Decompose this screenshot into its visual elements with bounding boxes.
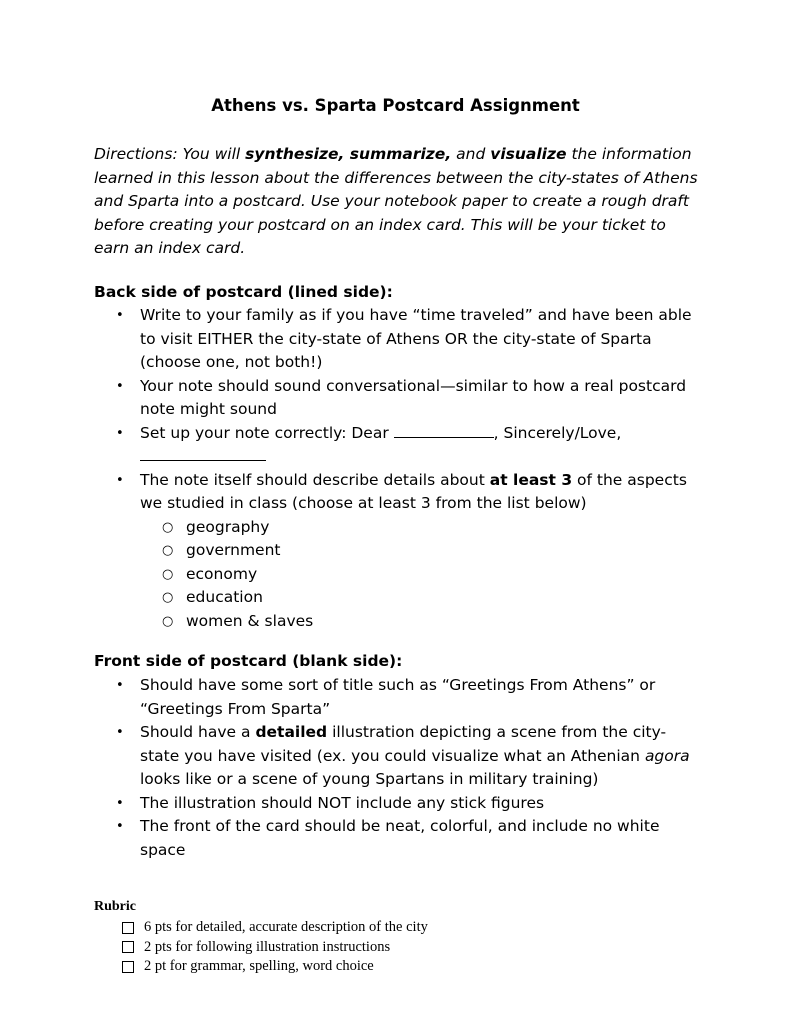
aspect-item: ○ economy bbox=[140, 563, 700, 587]
directions-rest: the information learned in this lesson about the differences between the city-states of Athens and Sparta into a postcard. Use your notebook paper to create a rough draft before creating your postcard on an index card. This will be your ticket to earn an index card. bbox=[94, 145, 698, 257]
list-item bbox=[110, 815, 700, 862]
bullet-bold-text: at least 3 bbox=[489, 470, 573, 489]
directions-and: and bbox=[451, 145, 491, 163]
sincerely-blank-line bbox=[140, 445, 266, 461]
aspects-list bbox=[140, 516, 700, 634]
list-item bbox=[110, 304, 700, 375]
bullet-text: The front of the card should be neat, colorful, and include no white space bbox=[140, 817, 660, 859]
aspect-item: ○ geography bbox=[140, 516, 700, 540]
rubric-list bbox=[122, 918, 428, 977]
rubric-item-text: 2 pt for grammar, spelling, word choice bbox=[144, 958, 374, 974]
checkbox-icon[interactable] bbox=[122, 961, 134, 973]
bullet-text: Write to your family as if you have “time traveled” and have been able to visit EITHER the city-state of Athens OR the city-state of Sparta (choose one, not both!) bbox=[140, 306, 692, 371]
front-side-heading: Front side of postcard (blank side): bbox=[94, 652, 403, 670]
bullet-text: The note itself should describe details about bbox=[140, 470, 490, 489]
bullet-bold-text: detailed bbox=[255, 723, 328, 741]
rubric-item bbox=[122, 938, 428, 958]
rubric-item bbox=[122, 957, 428, 977]
back-side-heading: Back side of postcard (lined side): bbox=[94, 283, 393, 301]
checkbox-icon[interactable] bbox=[122, 941, 134, 953]
checkbox-icon[interactable] bbox=[122, 922, 134, 934]
directions-keyword-visualize: visualize bbox=[490, 145, 567, 163]
rubric-item bbox=[122, 918, 428, 938]
aspect-item: ○ government bbox=[140, 539, 700, 563]
bullet-text: Should have some sort of title such as “Greetings From Athens” or “Greetings From Sparta” bbox=[140, 676, 656, 718]
list-item bbox=[110, 469, 700, 634]
bullet-text: , Sincerely/Love, bbox=[493, 423, 622, 442]
page-title: Athens vs. Sparta Postcard Assignment bbox=[211, 96, 580, 115]
bullet-text: illustration depicting a scene from the city-state you have visited (ex. you could visualize what an Athenian bbox=[140, 723, 667, 765]
bullet-text: Should have a bbox=[140, 723, 256, 741]
directions-lead: Directions: You will bbox=[94, 145, 246, 163]
list-item bbox=[110, 792, 700, 816]
bullet-text: The illustration should NOT include any stick figures bbox=[140, 793, 545, 812]
rubric-item-text: 6 pts for detailed, accurate description of the city bbox=[144, 919, 428, 935]
list-item bbox=[110, 721, 700, 792]
list-item bbox=[110, 375, 700, 422]
directions-paragraph bbox=[94, 143, 704, 261]
rubric-heading: Rubric bbox=[94, 899, 136, 914]
bullet-text: Set up your note correctly: Dear bbox=[140, 423, 394, 442]
bullet-italic-text: agora bbox=[644, 746, 690, 765]
bullet-text: of the aspects we studied in class (choose at least 3 from the list below) bbox=[140, 470, 687, 512]
front-side-list bbox=[110, 674, 700, 862]
list-item bbox=[110, 422, 700, 469]
aspect-item: ○ women & slaves bbox=[140, 610, 700, 634]
dear-blank-line bbox=[394, 422, 494, 438]
bullet-text: Your note should sound conversational—similar to how a real postcard note might sound bbox=[140, 376, 687, 418]
list-item bbox=[110, 674, 700, 721]
bullet-text: looks like or a scene of young Spartans in military training) bbox=[140, 770, 599, 788]
back-side-list bbox=[110, 304, 700, 633]
rubric-item-text: 2 pts for following illustration instructions bbox=[144, 938, 391, 955]
aspect-item: ○ education bbox=[140, 586, 700, 610]
directions-keyword-synthesize: synthesize, summarize, bbox=[245, 145, 452, 163]
